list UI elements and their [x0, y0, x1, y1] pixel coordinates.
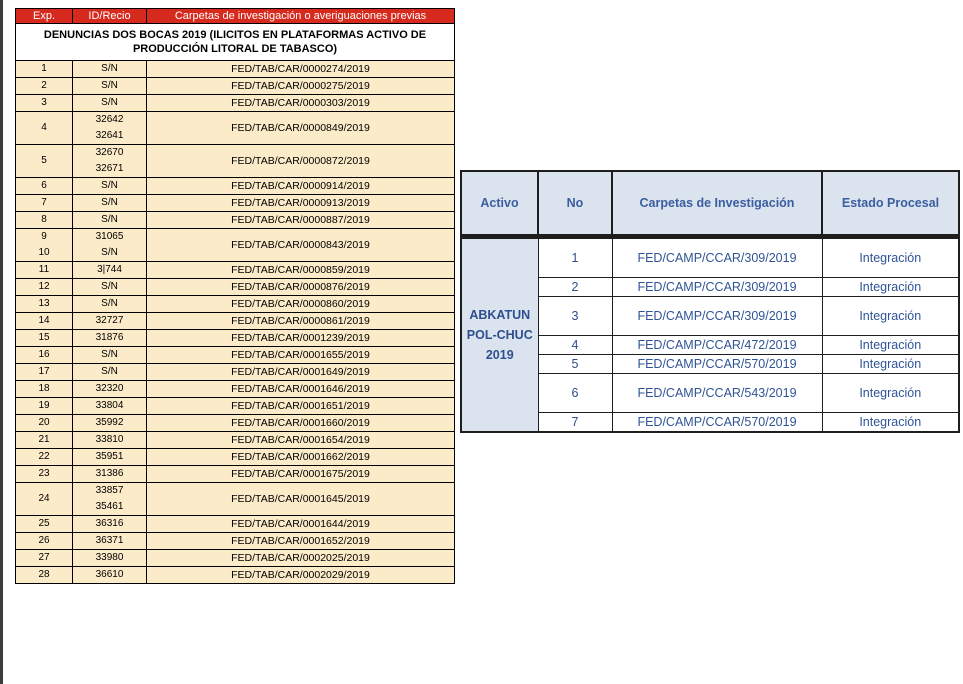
no-cell: 1 [538, 237, 612, 278]
exp-cell [16, 296, 73, 313]
exp-number: 8 [41, 214, 47, 225]
id-recio-cell [73, 567, 147, 584]
carpeta-cell: FED/TAB/CAR/0000849/2019 [147, 112, 455, 145]
exp-number: 10 [38, 247, 50, 258]
table-row [16, 364, 455, 381]
id-recio-value: 33810 [95, 434, 124, 445]
exp-number: 20 [38, 417, 50, 428]
id-recio-cell [73, 347, 147, 364]
estado-cell: Integración [822, 413, 959, 433]
estado-cell: Integración [822, 374, 959, 413]
table-row [16, 381, 455, 398]
id-recio-cell [73, 330, 147, 347]
table-row [16, 567, 455, 584]
id-recio-value: 3|744 [97, 264, 122, 275]
table-row [16, 516, 455, 533]
id-recio-value: 33857 [95, 485, 124, 496]
carpeta-cell: FED/TAB/CAR/0000861/2019 [147, 313, 455, 330]
header-id-recio: ID/Recio [73, 9, 147, 24]
table-row [16, 483, 455, 516]
id-recio-cell [73, 95, 147, 112]
id-recio-value: 32670 [95, 147, 124, 158]
exp-number: 27 [38, 552, 50, 563]
no-cell: 2 [538, 278, 612, 297]
id-recio-value: 31065 [95, 231, 124, 242]
header-no: No [538, 171, 612, 237]
carpeta-cell: FED/TAB/CAR/0000913/2019 [147, 195, 455, 212]
id-recio-value: S/N [101, 197, 118, 208]
carpeta-cell: FED/TAB/CAR/0001239/2019 [147, 330, 455, 347]
carpeta-cell: FED/TAB/CAR/0000303/2019 [147, 95, 455, 112]
id-recio-cell [73, 533, 147, 550]
carpeta-cell: FED/TAB/CAR/0001645/2019 [147, 483, 455, 516]
carpeta-cell: FED/TAB/CAR/0001675/2019 [147, 466, 455, 483]
exp-cell [16, 212, 73, 229]
exp-number: 9 [41, 231, 47, 242]
right-header-row [461, 171, 959, 237]
table-row [16, 145, 455, 178]
activo-label: ABKATUN [469, 308, 531, 322]
table-row [16, 112, 455, 145]
estado-cell: Integración [822, 336, 959, 355]
carpeta-cell: FED/TAB/CAR/0000876/2019 [147, 279, 455, 296]
carpeta-cell: FED/CAMP/CCAR/543/2019 [612, 374, 822, 413]
no-cell: 3 [538, 297, 612, 336]
id-recio-cell [73, 61, 147, 78]
carpeta-cell: FED/TAB/CAR/0001660/2019 [147, 415, 455, 432]
exp-number: 28 [38, 569, 50, 580]
exp-number: 12 [38, 281, 50, 292]
table-row [16, 398, 455, 415]
carpeta-cell: FED/TAB/CAR/0001649/2019 [147, 364, 455, 381]
no-cell: 7 [538, 413, 612, 433]
header-estado-procesal: Estado Procesal [822, 171, 959, 237]
table-row [16, 95, 455, 112]
exp-number: 13 [38, 298, 50, 309]
carpeta-cell: FED/TAB/CAR/0002029/2019 [147, 567, 455, 584]
id-recio-value: 33980 [95, 552, 124, 563]
exp-cell [16, 95, 73, 112]
exp-number: 16 [38, 349, 50, 360]
table-row [16, 229, 455, 262]
id-recio-value: S/N [101, 97, 118, 108]
table-title: DENUNCIAS DOS BOCAS 2019 (ILICITOS EN PLATAFORMAS ACTIVO DE PRODUCCIÓN LITORAL DE TABASCO) [16, 24, 455, 61]
estado-cell: Integración [822, 278, 959, 297]
id-recio-value: S/N [101, 298, 118, 309]
header-activo: Activo [461, 171, 538, 237]
table-row [16, 347, 455, 364]
exp-cell [16, 229, 73, 262]
activo-cell [461, 237, 538, 433]
carpeta-cell: FED/TAB/CAR/0001644/2019 [147, 516, 455, 533]
left-table-body [16, 61, 455, 584]
id-recio-cell [73, 432, 147, 449]
table-row [16, 296, 455, 313]
header-carpetas-investigacion: Carpetas de Investigación [612, 171, 822, 237]
carpeta-cell: FED/CAMP/CCAR/570/2019 [612, 355, 822, 374]
table-row [461, 237, 959, 278]
id-recio-value: 32320 [95, 383, 124, 394]
exp-number: 4 [41, 122, 47, 133]
estado-cell: Integración [822, 237, 959, 278]
header-exp: Exp. [16, 9, 73, 24]
id-recio-value: 32641 [95, 130, 124, 141]
carpeta-cell: FED/TAB/CAR/0000859/2019 [147, 262, 455, 279]
carpeta-cell: FED/TAB/CAR/0000843/2019 [147, 229, 455, 262]
table-row [16, 432, 455, 449]
carpeta-cell: FED/CAMP/CCAR/472/2019 [612, 336, 822, 355]
id-recio-value: S/N [101, 349, 118, 360]
exp-cell [16, 195, 73, 212]
exp-cell [16, 516, 73, 533]
carpeta-cell: FED/CAMP/CCAR/309/2019 [612, 278, 822, 297]
exp-number: 15 [38, 332, 50, 343]
exp-number: 3 [41, 97, 47, 108]
carpeta-cell: FED/TAB/CAR/0000275/2019 [147, 78, 455, 95]
id-recio-cell [73, 415, 147, 432]
id-recio-value: S/N [101, 247, 118, 258]
carpeta-cell: FED/TAB/CAR/0000914/2019 [147, 178, 455, 195]
id-recio-value: 35951 [95, 451, 124, 462]
exp-cell [16, 279, 73, 296]
id-recio-cell [73, 229, 147, 262]
exp-cell [16, 112, 73, 145]
exp-number: 11 [38, 264, 50, 275]
left-title-row [16, 24, 455, 61]
no-cell: 5 [538, 355, 612, 374]
exp-cell [16, 483, 73, 516]
exp-cell [16, 381, 73, 398]
exp-cell [16, 262, 73, 279]
id-recio-value: S/N [101, 80, 118, 91]
id-recio-cell [73, 550, 147, 567]
id-recio-value: 32642 [95, 114, 124, 125]
exp-cell [16, 61, 73, 78]
exp-number: 1 [41, 63, 47, 74]
exp-number: 2 [41, 80, 47, 91]
table-row [16, 533, 455, 550]
left-header-row [16, 9, 455, 24]
activo-label: POL-CHUC [466, 328, 533, 342]
carpeta-cell: FED/CAMP/CCAR/570/2019 [612, 413, 822, 433]
exp-number: 14 [38, 315, 50, 326]
id-recio-cell [73, 449, 147, 466]
carpeta-cell: FED/TAB/CAR/0001654/2019 [147, 432, 455, 449]
window-edge [0, 0, 3, 684]
header-carpetas: Carpetas de investigación o averiguaciones previas [147, 9, 455, 24]
id-recio-cell [73, 466, 147, 483]
id-recio-value: 36316 [95, 518, 124, 529]
exp-cell [16, 466, 73, 483]
carpeta-cell: FED/TAB/CAR/0000274/2019 [147, 61, 455, 78]
carpeta-cell: FED/TAB/CAR/0000887/2019 [147, 212, 455, 229]
exp-cell [16, 178, 73, 195]
id-recio-cell [73, 516, 147, 533]
exp-number: 18 [38, 383, 50, 394]
carpeta-cell: FED/TAB/CAR/0001662/2019 [147, 449, 455, 466]
id-recio-value: S/N [101, 180, 118, 191]
exp-cell [16, 550, 73, 567]
table-row [16, 466, 455, 483]
id-recio-cell [73, 483, 147, 516]
id-recio-value: 36610 [95, 569, 124, 580]
exp-number: 17 [38, 366, 50, 377]
id-recio-value: 33804 [95, 400, 124, 411]
table-row [16, 449, 455, 466]
id-recio-cell [73, 195, 147, 212]
table-row [16, 178, 455, 195]
id-recio-cell [73, 381, 147, 398]
exp-number: 23 [38, 468, 50, 479]
exp-cell [16, 449, 73, 466]
no-cell: 6 [538, 374, 612, 413]
carpeta-cell: FED/TAB/CAR/0000872/2019 [147, 145, 455, 178]
id-recio-cell [73, 364, 147, 381]
exp-cell [16, 145, 73, 178]
id-recio-value: 36371 [95, 535, 124, 546]
estado-cell: Integración [822, 297, 959, 336]
exp-cell [16, 78, 73, 95]
id-recio-cell [73, 112, 147, 145]
id-recio-value: 35461 [95, 501, 124, 512]
table-row [16, 78, 455, 95]
id-recio-value: 31386 [95, 468, 124, 479]
table-row [16, 212, 455, 229]
exp-cell [16, 347, 73, 364]
table-row [16, 279, 455, 296]
carpeta-cell: FED/TAB/CAR/0002025/2019 [147, 550, 455, 567]
exp-cell [16, 415, 73, 432]
table-row [16, 262, 455, 279]
id-recio-cell [73, 262, 147, 279]
carpeta-cell: FED/CAMP/CCAR/309/2019 [612, 237, 822, 278]
id-recio-value: 32727 [95, 315, 124, 326]
exp-cell [16, 330, 73, 347]
id-recio-value: 35992 [95, 417, 124, 428]
exp-number: 22 [38, 451, 50, 462]
id-recio-value: 31876 [95, 332, 124, 343]
right-table-body [461, 237, 959, 433]
id-recio-cell [73, 78, 147, 95]
id-recio-cell [73, 279, 147, 296]
table-row [16, 195, 455, 212]
id-recio-cell [73, 145, 147, 178]
id-recio-cell [73, 296, 147, 313]
exp-cell [16, 313, 73, 330]
estado-cell: Integración [822, 355, 959, 374]
exp-cell [16, 398, 73, 415]
exp-number: 21 [38, 434, 50, 445]
abkatun-table [460, 170, 960, 433]
table-row [16, 550, 455, 567]
exp-number: 7 [41, 197, 47, 208]
id-recio-cell [73, 313, 147, 330]
exp-cell [16, 567, 73, 584]
table-row [16, 415, 455, 432]
exp-number: 5 [41, 155, 47, 166]
id-recio-cell [73, 178, 147, 195]
carpeta-cell: FED/CAMP/CCAR/309/2019 [612, 297, 822, 336]
exp-cell [16, 432, 73, 449]
carpeta-cell: FED/TAB/CAR/0000860/2019 [147, 296, 455, 313]
id-recio-value: S/N [101, 63, 118, 74]
exp-number: 26 [38, 535, 50, 546]
exp-number: 24 [38, 493, 50, 504]
id-recio-value: 32671 [95, 163, 124, 174]
no-cell: 4 [538, 336, 612, 355]
id-recio-value: S/N [101, 214, 118, 225]
id-recio-value: S/N [101, 281, 118, 292]
exp-number: 19 [38, 400, 50, 411]
carpeta-cell: FED/TAB/CAR/0001646/2019 [147, 381, 455, 398]
carpeta-cell: FED/TAB/CAR/0001655/2019 [147, 347, 455, 364]
id-recio-cell [73, 398, 147, 415]
exp-number: 25 [38, 518, 50, 529]
id-recio-value: S/N [101, 366, 118, 377]
table-row [16, 330, 455, 347]
carpeta-cell: FED/TAB/CAR/0001652/2019 [147, 533, 455, 550]
exp-cell [16, 533, 73, 550]
exp-number: 6 [41, 180, 47, 191]
table-row [16, 61, 455, 78]
id-recio-cell [73, 212, 147, 229]
table-row [16, 313, 455, 330]
carpeta-cell: FED/TAB/CAR/0001651/2019 [147, 398, 455, 415]
exp-cell [16, 364, 73, 381]
denuncias-table [15, 8, 455, 584]
activo-label: 2019 [485, 348, 514, 362]
